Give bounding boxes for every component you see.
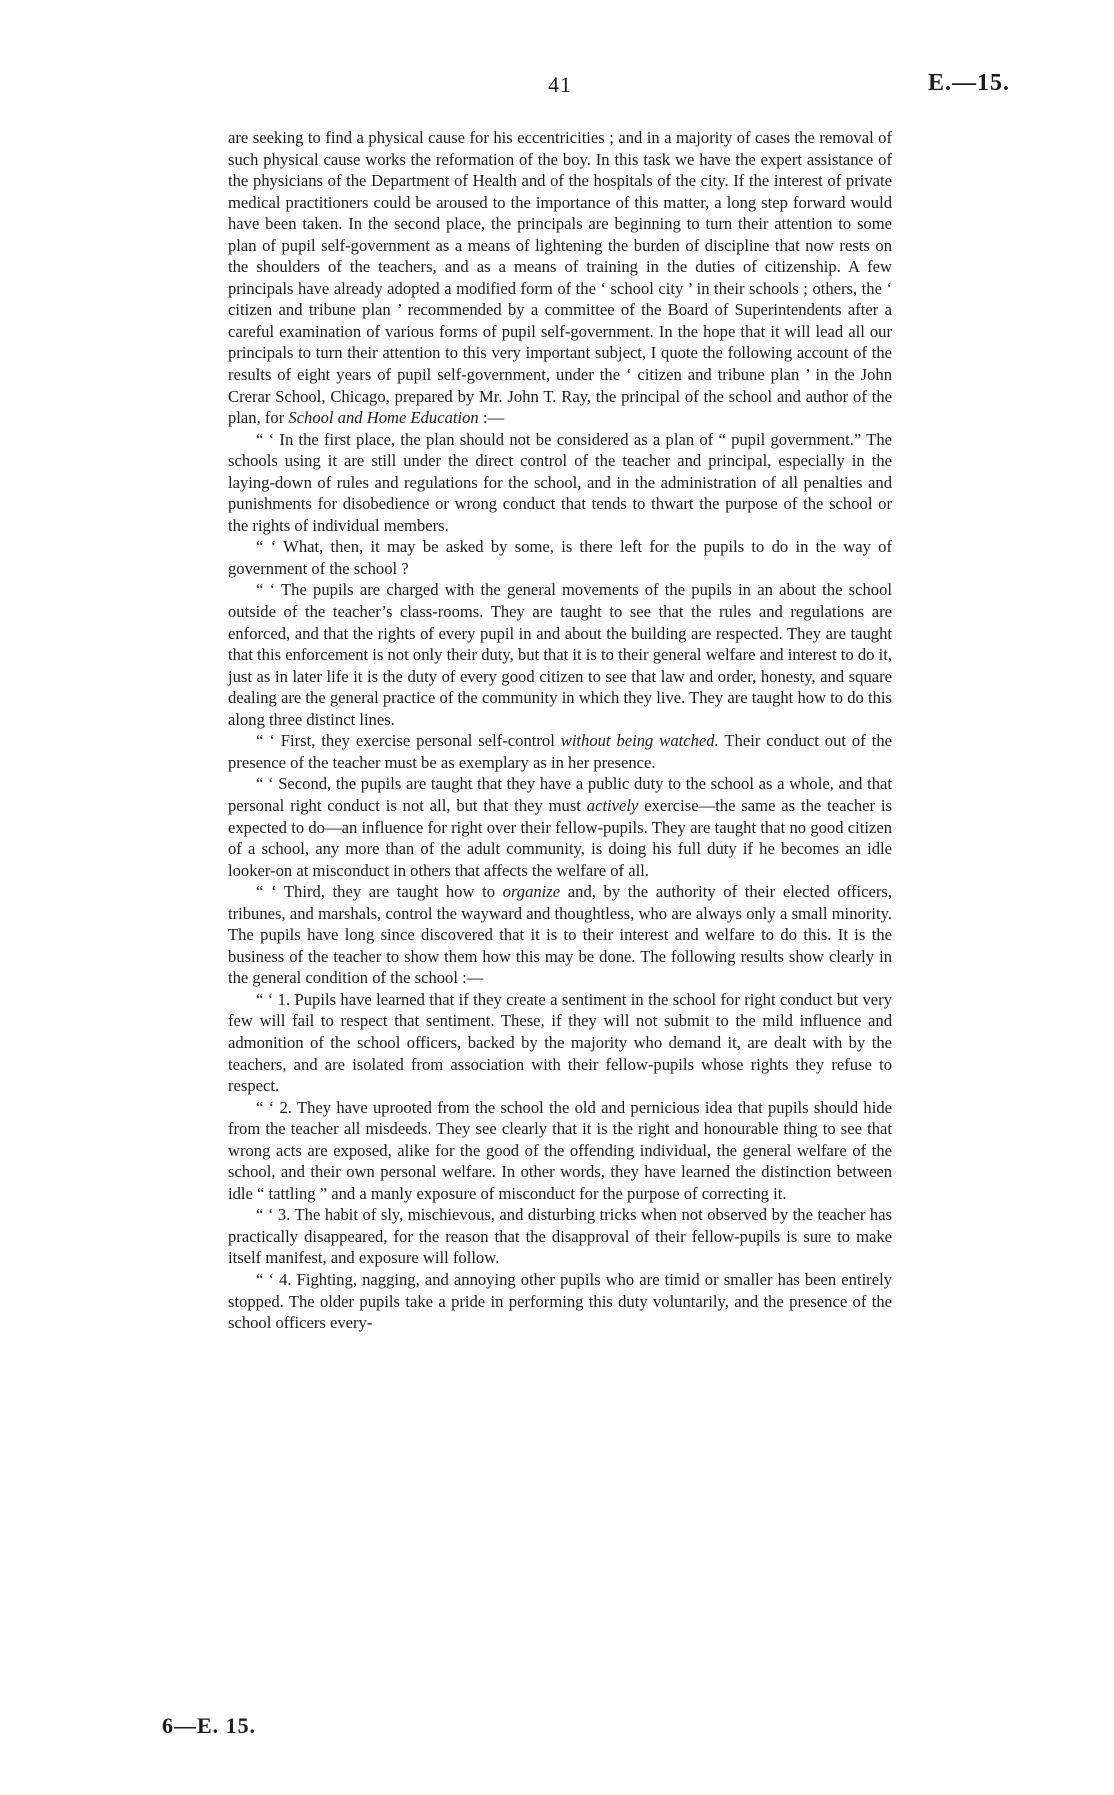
document-reference: E.—15. [927,70,1010,96]
paragraph: “ ‘ In the first place, the plan should not be considered as a plan of “ pupil government.” The schools using it are still under the direct control of the teacher and principal, especially in the laying-down of rules and regulations for the school, and in the administration of all penalties and punishments for disobedience or wrong conduct that tends to thwart the purpose of the school or the rights of individual members. [228,429,892,535]
paragraph: “ ‘ First, they exercise personal self-control without being watched. Their conduct out of the presence of the teacher must be as exemplary as in her presence. [228,731,892,772]
paragraph: are seeking to find a physical cause for his eccentricities ; and in a majority of cases the removal of such physical cause works the reformation of the boy. In this task we have the expert assistance of the physicians of the Department of Health and of the hospitals of the city. If the interest of private medical practitioners could be aroused to the importance of this matter, a long step forward would have been taken. In the second place, the principals are beginning to turn their attention to some plan of pupil self-government as a means of lightening the burden of discipline that now rests on the shoulders of the teachers, and as a means of training in the duties of citizenship. A few principals have already adopted a modified form of the ‘ school city ’ in their schools ; others, the ‘ citizen and tribune plan ’ recommended by a committee of the Board of Superintendents after a careful examination of various forms of pupil self-government. In the hope that it will lead all our principals to turn their attention to this very important subject, I quote the following account of the results of eight years of pupil self-government, under the ‘ citizen and tribune plan ’ in the John Crerar School, Chicago, prepared by Mr. John T. Ray, the principal of the school and author of the plan, for School and Home Education :— [228,128,892,428]
paragraph: “ ‘ 1. Pupils have learned that if they create a sentiment in the school for right conduct but very few will fail to respect that sentiment. These, if they will not submit to the mild influence and admonition of the school officers, backed by the majority who demand it, are dealt with by the teachers, and are isolated from association with their fellow-pupils whose rights they refuse to respect. [228,989,892,1096]
body-text [228,127,892,1334]
paragraph: “ ‘ 3. The habit of sly, mischievous, and disturbing tricks when not observed by the teacher has practically disappeared, for the reason that the disapproval of their fellow-pupils is sure to make itself manifest, and exposure will follow. [228,1205,892,1268]
paragraph: “ ‘ What, then, it may be asked by some, is there left for the pupils to do in the way of government of the school ? [228,537,892,578]
page-number: 41 [548,72,572,97]
signature-line: 6—E. 15. [162,1713,257,1738]
paragraph: “ ‘ The pupils are charged with the general movements of the pupils in an about the school outside of the teacher’s class-rooms. They are taught to see that the rules and regulations are enforced, and that the rights of every pupil in and about the building are respected. They are taught that this enforcement is not only their duty, but that it is to their general welfare and interest to do it, just as in later life it is the duty of every good citizen to see that law and order, honesty, and square dealing are the general practice of the community in which they live. They are taught how to do this along three distinct lines. [228,580,892,729]
paragraph: “ ‘ 4. Fighting, nagging, and annoying other pupils who are timid or smaller has been entirely stopped. The older pupils take a pride in performing this duty voluntarily, and the presence of the school officers every- [228,1269,892,1333]
paragraph: “ ‘ Second, the pupils are taught that they have a public duty to the school as a whole, and that personal right conduct is not all, but that they must actively exercise—the same as the teacher is expected to do—an influence for right over their fellow-pupils. They are taught that no good citizen of a school, any more than of the adult community, is doing his full duty if he becomes an idle looker-on at misconduct in others that affects the welfare of all. [228,774,892,880]
paragraph: “ ‘ 2. They have uprooted from the school the old and pernicious idea that pupils should hide from the teacher all misdeeds. They see clearly that it is the right and honourable thing to see that wrong acts are exposed, alike for the good of the offending individual, the general welfare of the school, and their own personal welfare. In other words, they have learned the distinction between idle “ tattling ” and a manly exposure of misconduct for the purpose of correcting it. [228,1097,892,1203]
paragraph: “ ‘ Third, they are taught how to organize and, by the authority of their elected officers, tribunes, and marshals, control the wayward and thoughtless, who are always only a small minority. The pupils have long since discovered that it is to their interest and welfare to do this. It is the business of the teacher to show them how this may be done. The following results show clearly in the general condition of the school :— [228,882,892,988]
